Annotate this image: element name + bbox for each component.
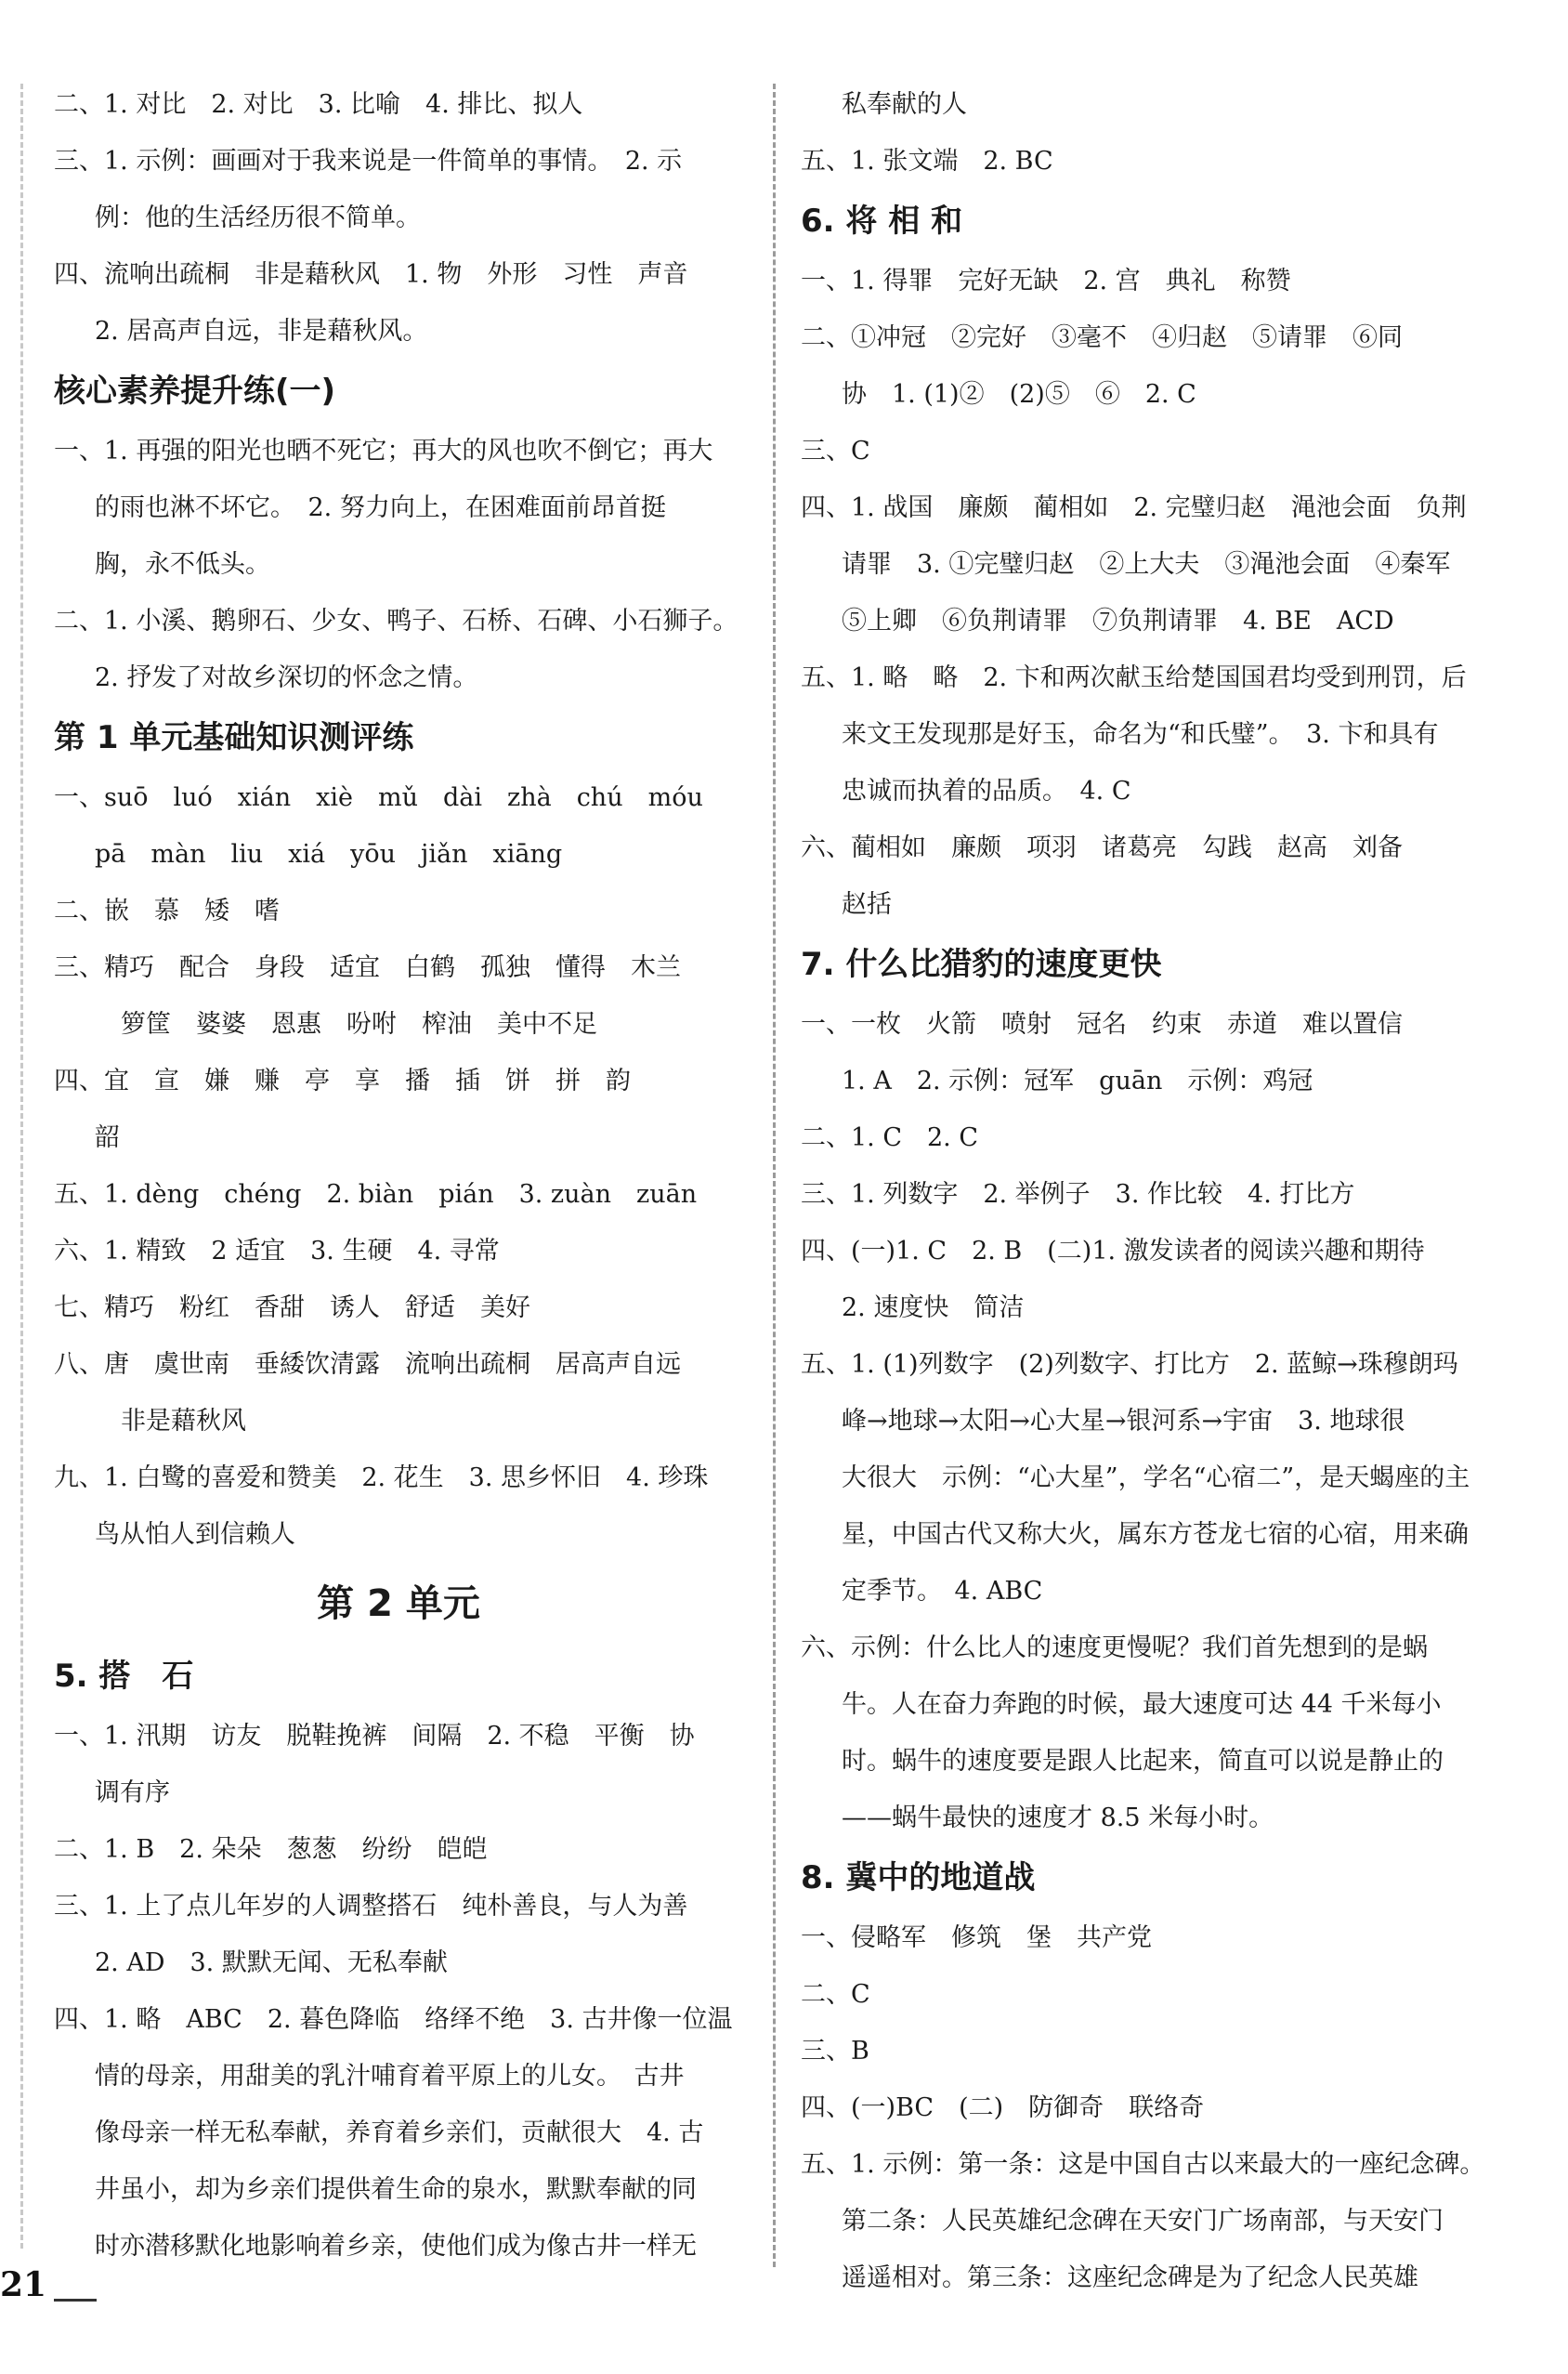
section-heading: 8. 冀中的地道战 (801, 1859, 1036, 1896)
answer-line: 2. AD 3. 默默无闻、无私奉献 (95, 1948, 448, 1977)
answer-line: 赵括 (842, 890, 892, 919)
answer-line: 六、示例：什么比人的速度更慢呢？我们首先想到的是蜗 (801, 1633, 1428, 1662)
answer-line: 四、宜 宣 嫌 赚 亭 享 播 插 饼 拼 韵 (54, 1067, 631, 1095)
answer-line: 二、1. C 2. C (801, 1123, 979, 1152)
answer-line: 五、1. (1)列数字 (2)列数字、打比方 2. 蓝鲸→珠穆朗玛 (801, 1350, 1458, 1379)
answer-line: 牛。人在奋力奔跑的时候，最大速度可达 44 千米每小 (842, 1690, 1442, 1719)
answer-line: 三、精巧 配合 身段 适宜 白鹤 孤独 懂得 木兰 (54, 953, 681, 982)
answer-line: 非是藉秋风 (121, 1407, 246, 1436)
answer-line: 私奉献的人 (842, 90, 967, 119)
answer-line: 一、suō luó xián xiè mǔ dài zhà chú móu (54, 783, 703, 812)
answer-line: 时亦潜移默化地影响着乡亲，使他们成为像古井一样无 (95, 2232, 697, 2261)
answer-line: 的雨也淋不坏它。 2. 努力向上，在困难面前昂首挺 (95, 493, 666, 522)
answer-line: 七、精巧 粉红 香甜 诱人 舒适 美好 (54, 1293, 530, 1322)
answer-line: 五、1. 示例：第一条：这是中国自古以来最大的一座纪念碑。 (801, 2150, 1485, 2179)
answer-line: 二、①冲冠 ②完好 ③毫不 ④归赵 ⑤请罪 ⑥同 (801, 323, 1403, 352)
section-heading: 7. 什么比猎豹的速度更快 (801, 946, 1162, 983)
right-column (801, 76, 1490, 2306)
answer-line: 二、嵌 慕 矮 嗜 (54, 897, 280, 925)
answer-line: 星，中国古代又称大火，属东方苍龙七宿的心宿，用来确 (842, 1520, 1469, 1549)
answer-line: 四、(一)BC (二) 防御奇 联络奇 (801, 2093, 1205, 2122)
answer-line: 峰→地球→太阳→心大星→银河系→宇宙 3. 地球很 (842, 1407, 1405, 1436)
answer-line: pā màn liu xiá yōu jiǎn xiāng (95, 840, 563, 869)
answer-line: 三、1. 示例：画画对于我来说是一件简单的事情。 2. 示 (54, 147, 683, 176)
answer-line: 箩筐 婆婆 恩惠 吩咐 榨油 美中不足 (121, 1010, 597, 1039)
section-heading: 5. 搭 石 (54, 1658, 194, 1695)
answer-line: 三、1. 列数字 2. 举例子 3. 作比较 4. 打比方 (801, 1180, 1355, 1209)
answer-line: 定季节。 4. ABC (842, 1577, 1043, 1606)
answer-line: 鸟从怕人到信赖人 (95, 1520, 295, 1549)
answer-line: 像母亲一样无私奉献，养育着乡亲们，贡献很大 4. 古 (95, 2118, 704, 2147)
section-heading: 核心素养提升练(一) (54, 373, 336, 410)
answer-line: 五、1. 张文端 2. BC (801, 147, 1053, 176)
answer-line: 八、唐 虞世南 垂緌饮清露 流响出疏桐 居高声自远 (54, 1350, 681, 1379)
answer-line: 忠诚而执着的品质。 4. C (842, 777, 1131, 806)
answer-line: 四、流响出疏桐 非是藉秋风 1. 物 外形 习性 声音 (54, 260, 688, 289)
answer-line: ⑤上卿 ⑥负荆请罪 ⑦负荆请罪 4. BE ACD (842, 607, 1394, 636)
answer-line: 协 1. (1)② (2)⑤ ⑥ 2. C (842, 380, 1196, 409)
answer-line: ——蜗牛最快的速度才 8.5 米每小时。 (842, 1803, 1274, 1832)
answer-line: 韶 (95, 1123, 120, 1152)
answer-line: 遥遥相对。第三条：这座纪念碑是为了纪念人民英雄 (842, 2263, 1418, 2292)
answer-line: 二、1. 小溪、鹅卵石、少女、鸭子、石桥、石碑、小石狮子。 (54, 607, 738, 636)
answer-line: 六、蔺相如 廉颇 项羽 诸葛亮 勾践 赵高 刘备 (801, 833, 1403, 862)
answer-line: 三、1. 上了点儿年岁的人调整搭石 纯朴善良，与人为善 (54, 1892, 688, 1921)
answer-line: 四、1. 略 ABC 2. 暮色降临 络绎不绝 3. 古井像一位温 (54, 2005, 733, 2034)
unit-title: 第 2 单元 (317, 1582, 480, 1625)
answer-line: 2. 抒发了对故乡深切的怀念之情。 (95, 663, 478, 692)
answer-line: 胸，永不低头。 (95, 550, 270, 579)
answer-line: 请罪 3. ①完璧归赵 ②上大夫 ③渑池会面 ④秦军 (842, 550, 1451, 579)
answer-line: 三、C (801, 437, 870, 466)
section-heading: 第 1 单元基础知识测评练 (54, 719, 414, 756)
page-number: 21 (0, 2265, 47, 2304)
answer-line: 三、B (801, 2037, 869, 2066)
answer-line: 二、C (801, 1980, 870, 2009)
answer-line: 四、(一)1. C 2. B (二)1. 激发读者的阅读兴趣和期待 (801, 1237, 1425, 1266)
answer-line: 六、1. 精致 2 适宜 3. 生硬 4. 寻常 (54, 1237, 500, 1266)
answer-line: 调有序 (95, 1778, 170, 1807)
answer-line: 1. A 2. 示例：冠军 guān 示例：鸡冠 (842, 1067, 1313, 1095)
answer-line: 一、侵略军 修筑 堡 共产党 (801, 1923, 1152, 1952)
answer-line: 九、1. 白鹭的喜爱和赞美 2. 花生 3. 思乡怀旧 4. 珍珠 (54, 1463, 709, 1492)
answer-line: 一、1. 得罪 完好无缺 2. 宫 典礼 称赞 (801, 267, 1291, 295)
answer-line: 来文王发现那是好玉，命名为“和氏璧”。 3. 卞和具有 (842, 720, 1439, 749)
answer-line: 二、1. B 2. 朵朵 葱葱 纷纷 皑皑 (54, 1835, 488, 1864)
answer-line: 一、1. 再强的阳光也晒不死它；再大的风也吹不倒它；再大 (54, 437, 713, 466)
left-column (54, 76, 743, 2275)
left-edge-dashed-line (20, 84, 23, 2249)
answer-line: 二、1. 对比 2. 对比 3. 比喻 4. 排比、拟人 (54, 90, 583, 119)
answer-line: 一、一枚 火箭 喷射 冠名 约束 赤道 难以置信 (801, 1010, 1403, 1039)
column-divider (773, 84, 776, 2267)
answer-line: 第二条：人民英雄纪念碑在天安门广场南部，与天安门 (842, 2207, 1444, 2236)
answer-line: 情的母亲，用甜美的乳汁哺育着平原上的儿女。 古井 (95, 2062, 685, 2091)
answer-line: 例：他的生活经历很不简单。 (95, 203, 421, 232)
answer-line: 时。蜗牛的速度要是跟人比起来，简直可以说是静止的 (842, 1747, 1444, 1776)
answer-line: 五、1. dèng chéng 2. biàn pián 3. zuàn zuān (54, 1180, 698, 1209)
answer-line: 四、1. 战国 廉颇 蔺相如 2. 完璧归赵 渑池会面 负荆 (801, 493, 1467, 522)
answer-line: 2. 速度快 简洁 (842, 1293, 1025, 1322)
answer-line: 井虽小，却为乡亲们提供着生命的泉水，默默奉献的同 (95, 2175, 697, 2204)
answer-line: 五、1. 略 略 2. 卞和两次献玉给楚国国君均受到刑罚，后 (801, 663, 1467, 692)
page-number-dash (54, 2299, 97, 2302)
section-heading: 6. 将 相 和 (801, 203, 963, 240)
answer-line: 大很大 示例：“心大星”，学名“心宿二”，是天蝎座的主 (842, 1463, 1470, 1492)
answer-line: 2. 居高声自远，非是藉秋风。 (95, 317, 428, 346)
answer-line: 一、1. 汛期 访友 脱鞋挽裤 间隔 2. 不稳 平衡 协 (54, 1722, 695, 1751)
